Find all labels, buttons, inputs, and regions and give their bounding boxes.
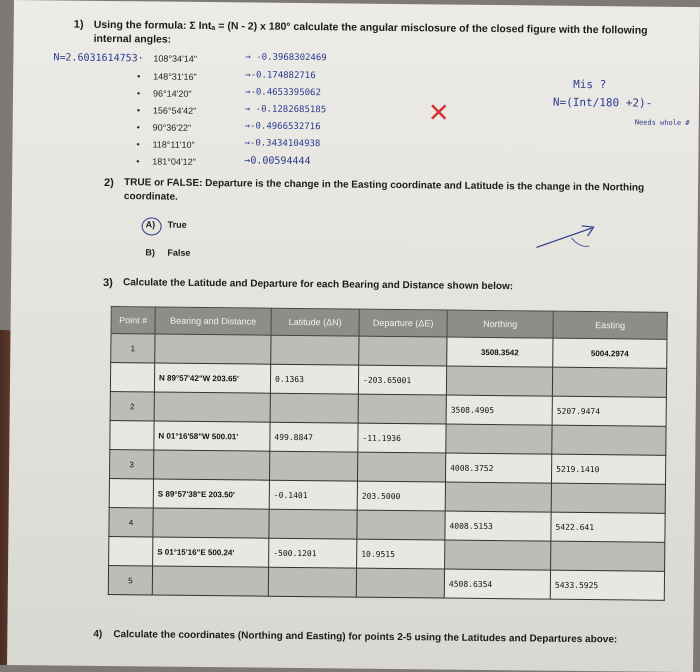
angle-item: 148°31'16" xyxy=(153,71,197,82)
q1-number: 1) xyxy=(73,18,84,31)
northing-value: 4008.3752 xyxy=(445,453,551,483)
departure-value: 10.9515 xyxy=(357,539,445,569)
blank-cell xyxy=(445,482,551,512)
handwritten-annotation: →-0.174882716 xyxy=(245,70,316,82)
departure-value: -203.65001 xyxy=(358,365,446,395)
n-value-note: N=2.6031614753· xyxy=(53,52,144,65)
blank-cell xyxy=(551,541,665,571)
bullet-icon: • xyxy=(137,71,141,82)
blank-cell xyxy=(153,450,269,480)
angle-item: 96°14'20" xyxy=(152,88,192,99)
sketch-arrow-icon xyxy=(531,217,611,258)
easting-value: 5207.9474 xyxy=(552,396,666,426)
handwritten-annotation: → -0.1282685185 xyxy=(244,104,327,116)
blank-cell xyxy=(446,366,552,396)
point-number: 2 xyxy=(110,392,154,421)
easting-value: 5433.5925 xyxy=(550,570,664,600)
departure-value: -11.1936 xyxy=(358,423,446,453)
handwritten-annotation: →0.00594444 xyxy=(244,155,311,168)
margin-note-whole-number: Needs whole # xyxy=(634,118,690,128)
q2-text-line2: coordinate. xyxy=(123,191,178,203)
northing-value: 3508.4905 xyxy=(446,395,552,425)
easting-value: 5004.2974 xyxy=(553,338,667,368)
red-cross-mark: ✕ xyxy=(427,98,450,129)
blank-cell xyxy=(110,421,154,450)
angle-item: 156°54'42" xyxy=(152,105,197,116)
latitude-value: 499.8847 xyxy=(270,422,358,452)
handwritten-annotation: →-0.4653395062 xyxy=(244,87,321,99)
point-row xyxy=(108,566,664,601)
easting-value: 5422.641 xyxy=(551,512,665,542)
worksheet-page xyxy=(7,0,700,672)
departure-value: 203.5000 xyxy=(357,481,445,511)
option-a-label: True xyxy=(167,219,187,230)
blank-cell xyxy=(155,334,271,364)
angle-item: 118°11'10" xyxy=(152,139,195,150)
q4-text: Calculate the coordinates (Northing and Easting) for points 2-5 using the Latitudes and Departures above: xyxy=(113,629,618,646)
margin-note-formula: N=(Int/180 +2)- xyxy=(552,95,653,110)
header-northing: Northing xyxy=(447,310,553,338)
handwritten-annotation: →-0.4966532716 xyxy=(244,121,321,133)
blank-cell xyxy=(152,566,268,596)
blank-cell xyxy=(268,567,356,597)
q3-text: Calculate the Latitude and Departure for each Bearing and Distance shown below: xyxy=(122,277,514,293)
option-b-letter: B) xyxy=(145,247,155,258)
blank-cell xyxy=(551,483,665,513)
bullet-icon: • xyxy=(136,156,140,167)
point-number: 1 xyxy=(111,334,155,363)
angle-item: 181°04'12" xyxy=(152,156,196,167)
blank-cell xyxy=(109,479,153,508)
option-a-letter: A) xyxy=(145,219,156,230)
blank-cell xyxy=(356,568,444,598)
northing-value: 3508.3542 xyxy=(447,337,553,367)
bearing-distance: S 89°57'38"E 203.50' xyxy=(153,479,269,509)
blank-cell xyxy=(357,452,445,482)
angle-item: 90°36'22" xyxy=(152,122,192,133)
blank-cell xyxy=(269,509,357,539)
q4-number: 4) xyxy=(93,628,103,640)
blank-cell xyxy=(109,537,153,566)
northing-value: 4508.6354 xyxy=(444,569,550,599)
bullet-icon: • xyxy=(136,139,140,150)
bullet-icon: • xyxy=(136,105,141,116)
blank-cell xyxy=(359,336,447,366)
latitude-value: 0.1363 xyxy=(270,364,358,394)
blank-cell xyxy=(153,508,269,538)
bearing-distance: N 01°16'58"W 500.01' xyxy=(154,421,270,451)
lat-dep-table xyxy=(108,306,668,601)
header-departure: Departure (ΔE) xyxy=(359,309,447,337)
header-point: Point # xyxy=(111,307,155,334)
easting-value: 5219.1410 xyxy=(551,454,665,484)
q3-number: 3) xyxy=(102,276,113,290)
latitude-value: -500.1201 xyxy=(269,538,357,568)
header-bearing-distance: Bearing and Distance xyxy=(155,307,271,335)
blank-cell xyxy=(269,451,357,481)
point-number: 5 xyxy=(108,566,152,595)
point-number: 3 xyxy=(109,450,153,479)
q1-text-line1: Using the formula: Σ Intₐ = (N - 2) x 180° calculate the angular misclosure of the closed figure with the following xyxy=(93,18,648,37)
bearing-distance: S 01°15'16"E 500.24' xyxy=(153,537,269,567)
bearing-distance: N 89°57'42"W 203.65' xyxy=(154,363,270,393)
header-latitude: Latitude (ΔN) xyxy=(271,308,359,336)
latitude-value: -0.1401 xyxy=(269,480,357,510)
blank-cell xyxy=(552,425,666,455)
blank-cell xyxy=(357,510,445,540)
bullet-icon: • xyxy=(136,88,141,99)
blank-cell xyxy=(358,394,446,424)
angle-item: 108°34'14" xyxy=(153,53,198,64)
handwritten-annotation: →-0.3434104938 xyxy=(244,138,321,150)
bullet-icon: • xyxy=(136,122,140,133)
blank-cell xyxy=(446,424,552,454)
blank-cell xyxy=(270,393,358,423)
q2-number: 2) xyxy=(104,176,114,190)
margin-note-misclosure: Mis ? xyxy=(573,77,607,92)
q2-text-line1: TRUE or FALSE: Departure is the change in the Easting coordinate and Latitude is the change in the Northing xyxy=(124,177,645,194)
northing-value: 4008.5153 xyxy=(445,511,551,541)
blank-cell xyxy=(271,335,359,365)
blank-cell xyxy=(552,367,666,397)
blank-cell xyxy=(154,392,270,422)
handwritten-annotation: → -0.3968302469 xyxy=(245,52,327,64)
point-number: 4 xyxy=(109,508,153,537)
blank-cell xyxy=(110,363,154,392)
q1-text-line2: internal angles: xyxy=(93,32,172,46)
option-b-label: False xyxy=(167,247,191,258)
blank-cell xyxy=(445,540,551,570)
header-easting: Easting xyxy=(553,311,667,339)
